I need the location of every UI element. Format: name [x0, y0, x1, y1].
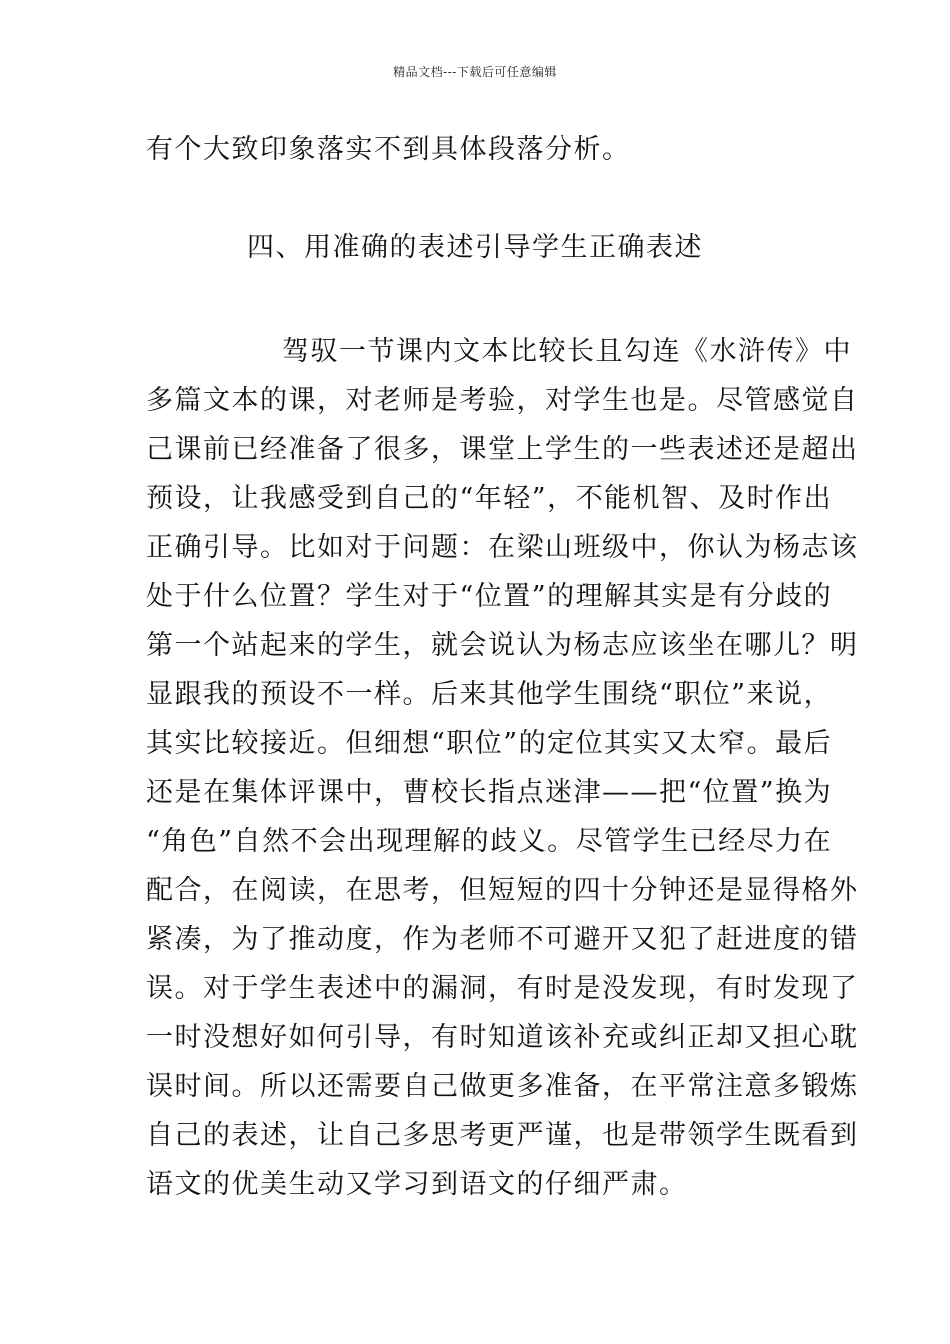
paragraph-line: 误。对于学生表述中的漏洞，有时是没发现，有时发现了: [146, 973, 859, 1004]
paragraph-line: 其实比较接近。但细想“职位”的定位其实又太窄。最后: [146, 728, 833, 759]
paragraph-line: 处于什么位置？学生对于“位置”的理解其实是有分歧的: [146, 581, 833, 612]
section-heading: 四、用准确的表述引导学生正确表述: [247, 232, 703, 263]
paragraph-line: 紧凑，为了推动度，作为老师不可避开又犯了赶进度的错: [146, 924, 859, 955]
paragraph-line: 还是在集体评课中，曹校长指点迷津——把“位置”换为: [146, 777, 833, 808]
paragraph-line: 第一个站起来的学生，就会说认为杨志应该坐在哪儿？明: [146, 630, 859, 661]
paragraph-line: 多篇文本的课，对老师是考验，对学生也是。尽管感觉自: [146, 385, 859, 416]
paragraph-line: 配合，在阅读，在思考，但短短的四十分钟还是显得格外: [146, 875, 859, 906]
paragraph-line: 语文的优美生动又学习到语文的仔细严肃。: [146, 1169, 688, 1200]
paragraph-line: 自己的表述，让自己多思考更严谨，也是带领学生既看到: [146, 1120, 859, 1151]
paragraph-line: 显跟我的预设不一样。后来其他学生围绕“职位”来说，: [146, 679, 833, 710]
paragraph-line: “角色”自然不会出现理解的歧义。尽管学生已经尽力在: [146, 826, 833, 857]
paragraph-line: 驾驭一节课内文本比较长且勾连《水浒传》中: [282, 336, 852, 367]
paragraph-line: 正确引导。比如对于问题：在梁山班级中，你认为杨志该: [146, 532, 859, 563]
paragraph-line: 预设，让我感受到自己的“年轻”，不能机智、及时作出: [146, 483, 833, 514]
intro-line: 有个大致印象落实不到具体段落分析。: [146, 134, 631, 165]
paragraph-line: 误时间。所以还需要自己做更多准备，在平常注意多锻炼: [146, 1071, 859, 1102]
page-header: 精品文档---下载后可任意编辑: [393, 65, 557, 79]
paragraph-line: 己课前已经准备了很多，课堂上学生的一些表述还是超出: [146, 434, 859, 465]
paragraph-line: 一时没想好如何引导，有时知道该补充或纠正却又担心耽: [146, 1022, 859, 1053]
